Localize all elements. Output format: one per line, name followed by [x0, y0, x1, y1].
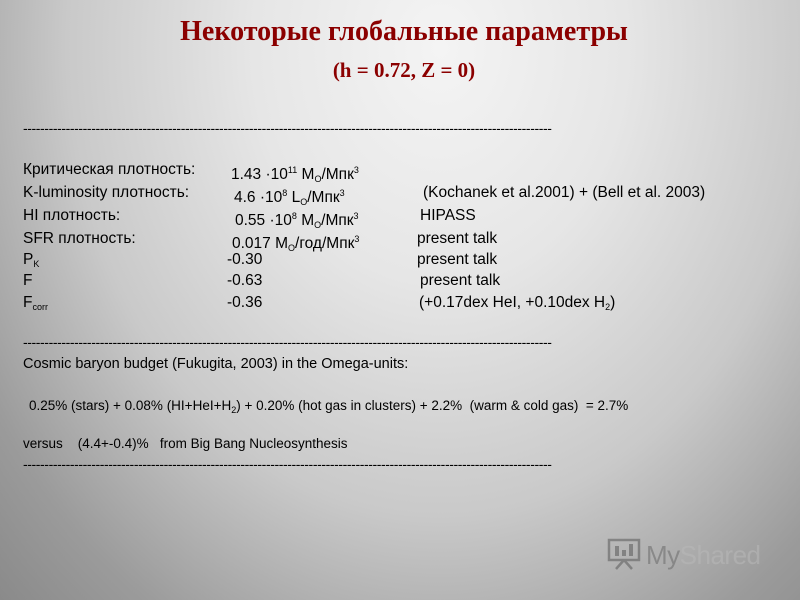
budget-heading: Cosmic baryon budget (Fukugita, 2003) in the Omega-units:	[23, 356, 409, 372]
param-note: (Kochanek et al.2001) + (Bell et al. 2003)	[423, 184, 706, 201]
slide-subtitle: (h = 0.72, Z = 0)	[332, 58, 476, 82]
param-value: 0.017 MO/год/Мпк$^3$	[232, 234, 360, 253]
param-value: $0.55 \cdot 10^8$ MO/Мпк$^3$	[235, 211, 359, 230]
param-value: -0.36	[227, 294, 263, 311]
param-label: HI плотность:	[23, 207, 121, 224]
param-value: $1.43 \cdot 10^{11}$ MO/Мпк$^3$	[231, 165, 359, 184]
divider-top: ----------------------------------------------------------------------------------------------------------------------------	[23, 120, 552, 136]
param-value: -0.30	[227, 251, 263, 268]
slide-title: Некоторые глобальные параметры	[180, 16, 628, 47]
param-note: present talk	[417, 251, 498, 268]
sun-symbol-icon: O	[300, 197, 308, 207]
presentation-board-icon	[606, 536, 642, 575]
param-label: SFR плотность:	[23, 230, 136, 247]
watermark-text: MyShared	[646, 539, 761, 570]
sun-symbol-icon: O	[288, 243, 296, 253]
param-label: F	[23, 272, 33, 289]
versus-line: versus (4.4+-0.4)% from Big Bang Nucleosynthesis	[23, 436, 348, 451]
param-note: (+0.17dex HeI, +0.10dex $H_2$)	[419, 294, 616, 312]
budget-line: 0.25% (stars) + 0.08% $(HI+HeI+H_2) + 0.20\%$ (hot gas in clusters) + 2.2% (warm & cold gas) = 2.7%	[29, 398, 629, 415]
divider-middle: ----------------------------------------------------------------------------------------------------------------------------	[23, 334, 552, 350]
param-label: $P_K$	[23, 251, 40, 269]
divider-bottom: ----------------------------------------------------------------------------------------------------------------------------	[23, 456, 552, 472]
param-note: HIPASS	[420, 207, 476, 224]
sun-symbol-icon: O	[314, 174, 322, 184]
param-note: present talk	[420, 272, 501, 289]
myshared-watermark	[606, 537, 766, 573]
param-label: $F_{corr}$	[23, 294, 48, 312]
sun-symbol-icon: O	[314, 220, 322, 230]
param-value: -0.63	[227, 272, 263, 289]
param-value: $4.6 \cdot 10^8$ LO/Мпк$^3$	[234, 188, 345, 207]
param-label: K-luminosity плотность:	[23, 184, 190, 201]
param-note: present talk	[417, 230, 498, 247]
param-label: Критическая плотность:	[23, 161, 196, 178]
